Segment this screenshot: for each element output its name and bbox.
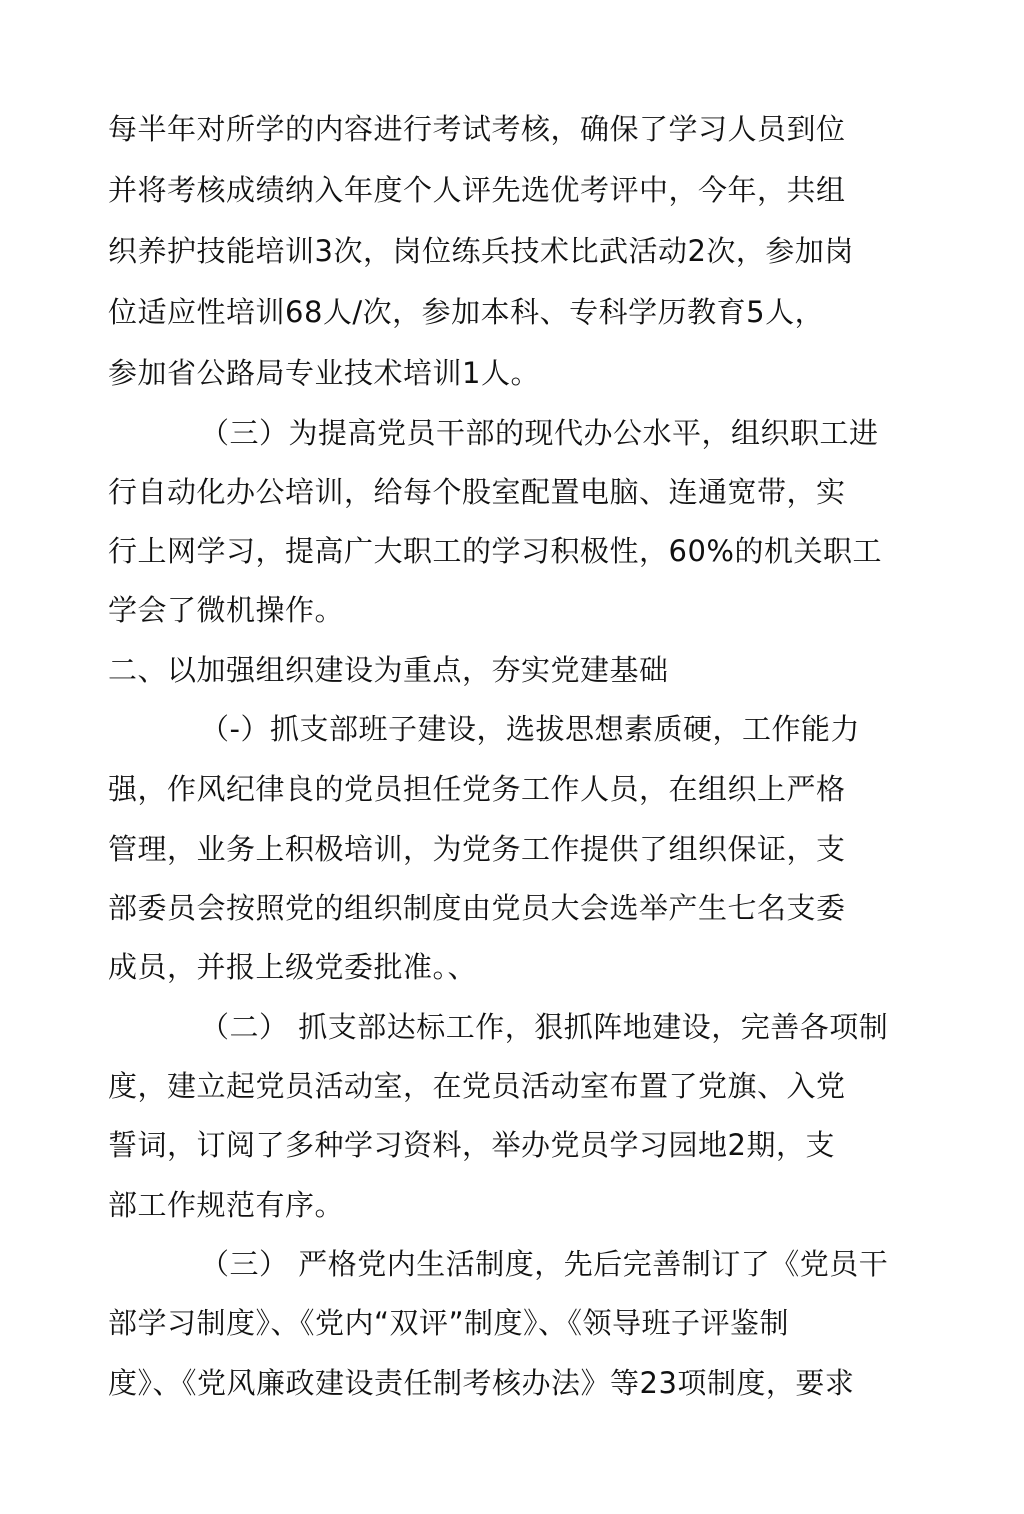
text-line: 行上网学习，提高广大职工的学习积极性，60%的机关职工	[108, 534, 882, 568]
text-line: 部委员会按照党的组织制度由党员大会选举产生七名支委	[108, 891, 846, 925]
text-line: 部工作规范有序。	[108, 1188, 345, 1222]
text-line: 部学习制度》、《党内“双评”制度》、《领导班子评鉴制	[108, 1306, 790, 1340]
text-line: 参加省公路局专业技术培训1人。	[108, 356, 540, 390]
paragraph-start-line: （三）为提高党员干部的现代办公水平，组织职工进	[200, 416, 879, 450]
text-line: 度，建立起党员活动室，在党员活动室布置了党旗、入党	[108, 1069, 846, 1103]
paragraph-start-line: （-）抓支部班子建设，选拔思想素质硬，工作能力	[200, 712, 860, 746]
text-line: 行自动化办公培训，给每个股室配置电脑、连通宽带，实	[108, 475, 846, 509]
text-line: 管理，业务上积极培训，为党务工作提供了组织保证，支	[108, 832, 846, 866]
section-heading: 二、以加强组织建设为重点，夯实党建基础	[108, 653, 669, 687]
text-line: 并将考核成绩纳入年度个人评先选优考评中，今年，共组	[108, 173, 846, 207]
text-line: 位适应性培训68人/次，参加本科、专科学历教育5人，	[108, 295, 825, 329]
text-line: 学会了微机操作。	[108, 593, 345, 627]
paragraph-start-line: （二） 抓支部达标工作，狠抓阵地建设，完善各项制	[200, 1010, 889, 1044]
text-line: 强，作风纪律良的党员担任党务工作人员，在组织上严格	[108, 772, 846, 806]
text-line: 织养护技能培训3次，岗位练兵技术比武活动2次，参加岗	[108, 234, 854, 268]
text-line: 每半年对所学的内容进行考试考核，确保了学习人员到位	[108, 112, 846, 146]
text-line: 度》、《党风廉政建设责任制考核办法》等23项制度，要求	[108, 1366, 855, 1400]
text-line: 成员，并报上级党委批准。、	[108, 950, 478, 984]
text-line: 誓词，订阅了多种学习资料，举办党员学习园地2期，支	[108, 1128, 835, 1162]
paragraph-start-line: （三） 严格党内生活制度，先后完善制订了《党员干	[200, 1247, 889, 1281]
